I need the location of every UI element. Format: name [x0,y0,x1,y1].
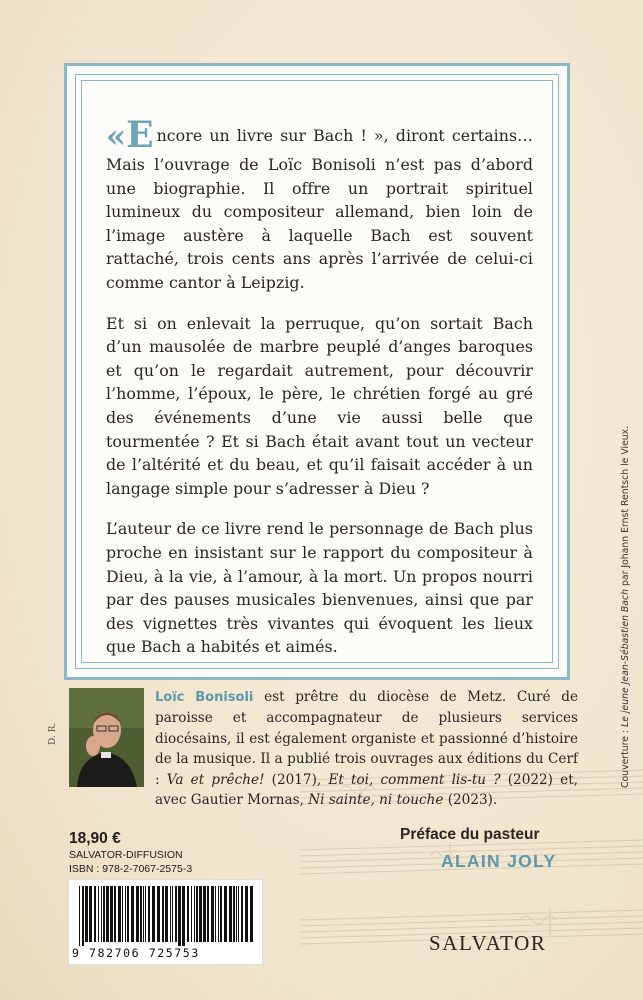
barcode-bar [79,886,80,946]
barcode-bar [236,886,237,942]
barcode-bar [82,886,84,946]
price-block [69,829,192,876]
author-bio-text-1: est prêtre du diocèse de Metz. Curé de paroisse et accompagnateur de plusieurs services diocésains, il est également organiste et passionné d’histoire de la musique. Il a publié trois ouvrages aux éditions du Cerf : [155,689,578,788]
barcode-bar [145,886,146,942]
barcode-bar [101,886,102,942]
barcode-bar [140,886,142,942]
back-cover-blurb [106,114,533,676]
barcode-bar [233,886,235,942]
barcode-bar [211,886,214,942]
barcode-bar [250,886,253,942]
distributor: SALVATOR-DIFFUSION [69,849,183,861]
barcode-bar [94,886,96,942]
barcode-bar [114,886,116,942]
drop-cap-letter: E [126,114,154,156]
barcode-bar [245,886,248,942]
blurb-paragraph-3: L’auteur de ce livre rend le personnage de Bach plus proche en insistant sur le rapport du compositeur à Dieu, à la vie, à l’amour, à la mort. Un propos nourri par des pauses musicales bienvenues, ainsi que par des vignettes très vivantes qui évoquent les lieux que Bach a habités et aimés. [106,519,533,657]
barcode-bars [69,880,262,946]
opening-quote-mark: « [106,117,127,155]
barcode-bar [162,886,164,942]
barcode-bar [203,886,206,942]
barcode-bar [172,886,173,942]
blurb-paragraph-2: Et si on enlevait la perruque, qu’on sortait Bach d’un mausolée de marbre peuplé d’anges baroques et qu’on le regardait autrement, pour découvrir l’homme, l’époux, le père, le chrétien forgé au gré des événements d’une vie aussi belle que tourmentée ? Et si Bach était avant tout un vecteur de l’altérité et du beau, et qu’il faisait accéder à un langage simple pour s’adresser à Dieu ? [106,313,533,498]
barcode-bar [175,886,177,942]
barcode-number: 9 782706 725753 [72,946,200,960]
book-title-2: Et toi, comment lis-tu ? [328,771,501,788]
barcode-bar [103,886,105,942]
cover-illustration-credit [620,426,631,788]
barcode-bar [220,886,222,942]
credit-suffix: par Johann Ernst Rentsch le Vieux. [620,425,631,589]
barcode-bar [199,886,202,942]
barcode-bar [127,886,129,942]
barcode-bar [136,886,139,942]
barcode-bar [89,886,92,942]
barcode-bar [178,886,181,946]
isbn: ISBN : 978-2-7067-2575-3 [69,863,193,875]
barcode-bar [207,886,209,942]
barcode-bar [182,886,185,946]
author-bio [155,687,578,810]
barcode-bar [191,886,192,942]
author-bio-text-3: (2022) et, avec Gautier Mornas, [155,771,578,809]
barcode-bar [152,886,155,942]
photo-credit: D. R. [48,722,58,745]
barcode-bar [170,886,171,942]
barcode-bar [196,886,198,942]
author-photo [69,688,144,787]
author-name: Loïc Bonisoli [155,690,254,705]
blurb-paragraph-1-text: ncore un livre sur Bach ! », diront certains… Mais l’ouvrage de Loïc Bonisoli n’est pas d’abord une biographie. Il offre un portrait spirituel lumineux du compositeur allemand, bien loin de l’image austère à laquelle Bach est souvent rattaché, trois cents ans après l’arrivée de celui-ci comme cantor à Leipzig. [106,126,533,292]
barcode-bar [165,886,168,942]
price: 18,90 € [69,830,121,847]
blurb-paragraph-1 [106,114,533,295]
credit-artwork-title: Le jeune Jean-Sébastien Bach [620,588,631,727]
author-bio-text-4: (2023). [443,792,498,809]
barcode-bar [110,886,113,942]
barcode-bar [241,886,243,942]
barcode-bar [143,886,144,942]
barcode-bar [238,886,239,942]
barcode-bar [148,886,150,942]
barcode-bar [218,886,219,942]
barcode-bar [194,886,195,942]
barcode-bar [85,886,88,942]
barcode-bar [224,886,227,942]
author-bio-text-2: (2017), [264,771,329,788]
book-title-1: Va et prêche! [166,771,265,788]
barcode-bar [157,886,160,942]
barcode-bar [122,886,123,942]
barcode-bar [215,886,216,942]
preface-label: Préface du pasteur [400,826,540,843]
book-title-3: Ni sainte, ni touche [308,792,444,809]
barcode-bar [118,886,121,942]
author-portrait-illustration [69,688,144,787]
preface-author: ALAIN JOLY [441,851,557,871]
credit-prefix: Couverture : [620,726,631,788]
barcode-bar [229,886,232,942]
barcode-bar [187,886,189,942]
barcode-bar [131,886,134,942]
publisher-logo-text: SALVATOR [429,931,547,955]
barcode-bar [106,886,109,942]
barcode-bar [98,886,99,942]
barcode-bar [125,886,126,942]
